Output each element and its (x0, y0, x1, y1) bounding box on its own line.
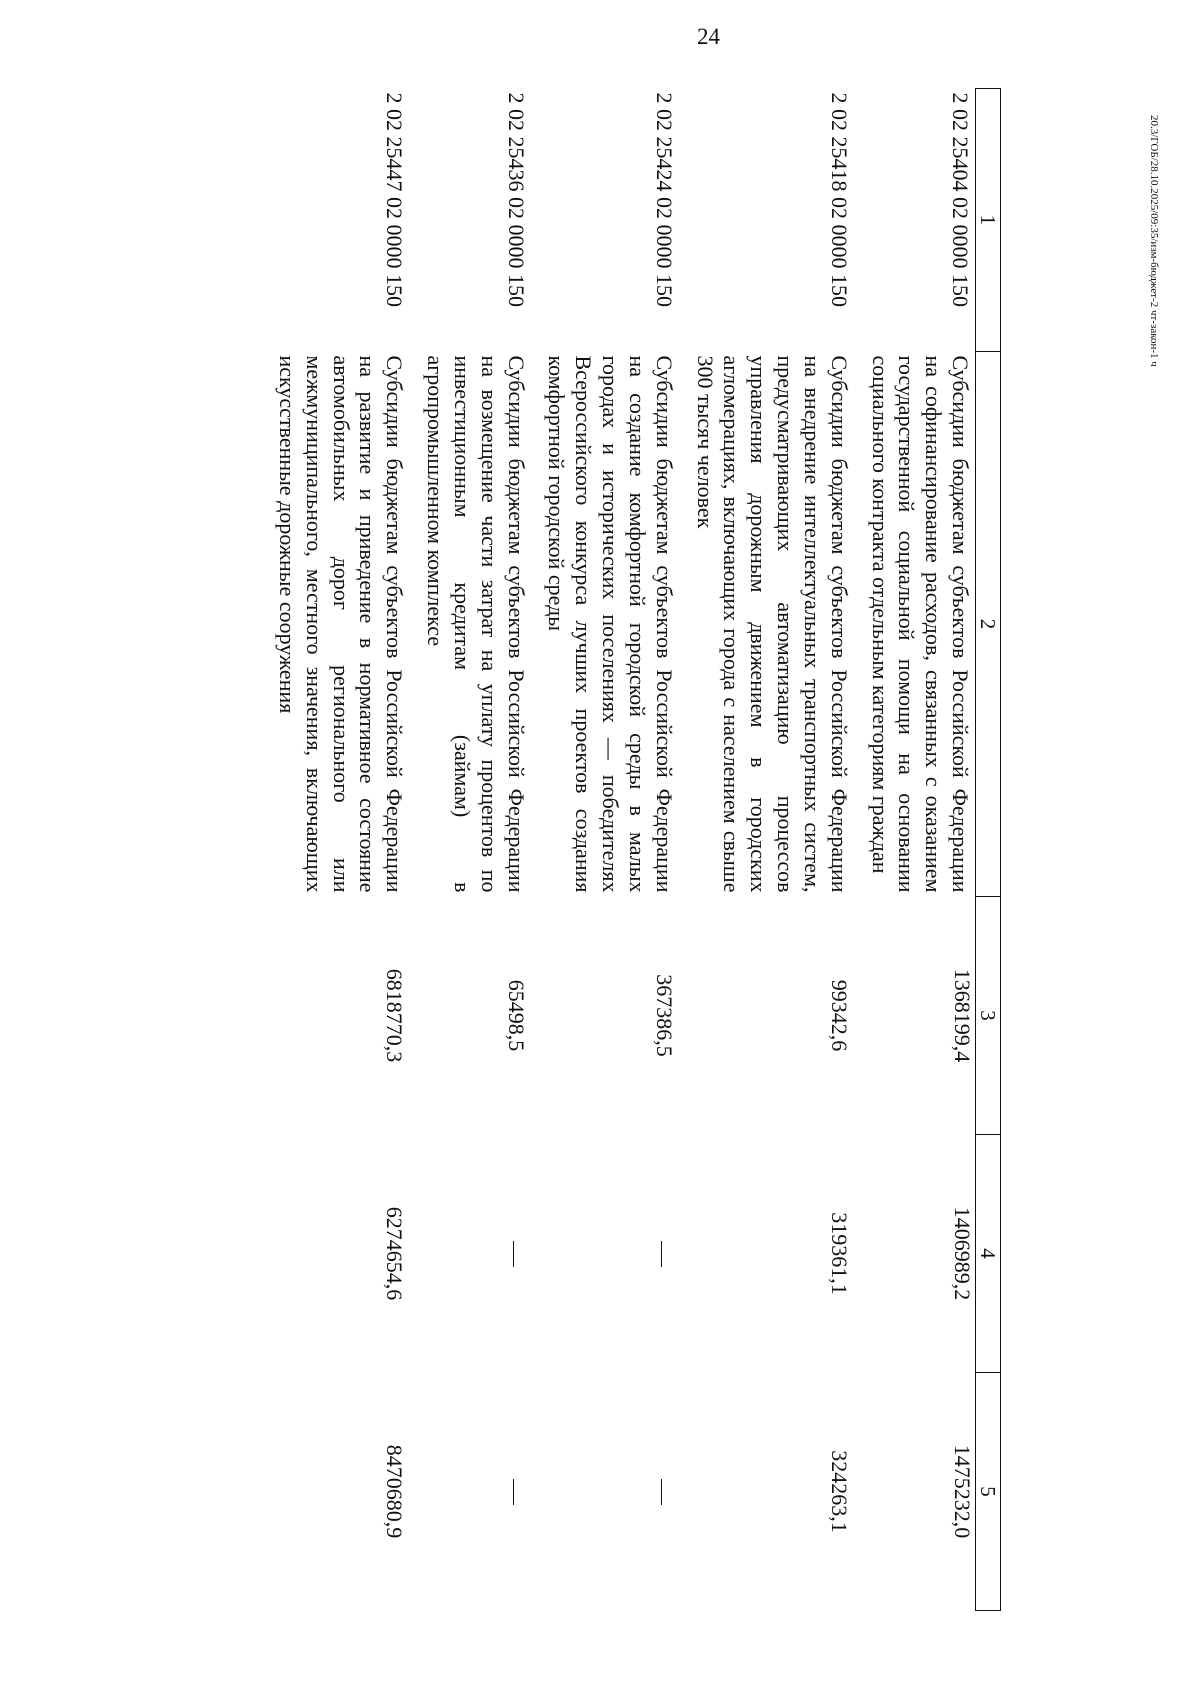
budget-code: 2 02 25447 02 0000 150 (382, 92, 408, 307)
row-description: Субсидии бюджетам субъектов Российской Федерации на возмещение части затрат на уплату процентов по инвестиционным кредитам (займам) в агропромышленном комплексе (423, 355, 529, 893)
budget-code: 2 02 25418 02 0000 150 (826, 92, 852, 307)
value-col5: 8470680,9 (382, 1444, 408, 1539)
dash-placeholder (513, 1479, 514, 1505)
table-row (677, 89, 852, 1611)
value-col3: 1368199,4 (950, 968, 975, 1063)
row-description: Субсидии бюджетам субъектов Российской Федерации на создание комфортной городской среды в малых городах и исторических поселениях — победителях Всероссийского конкурса лучших проектов создания комфортной городской среды (544, 355, 677, 893)
budget-revenue-table (273, 88, 1001, 1611)
table-row (529, 89, 677, 1611)
row-description: Субсидии бюджетам субъектов Российской Федерации на софинансирование расходов, связанных с оказанием государственной социальной помощи на основании социального контракта отдельным категориям граждан (867, 355, 973, 893)
row-description: Субсидии бюджетам субъектов Российской Федерации на развитие и приведение в нормативное состояние автомобильных дорог регионального или межмуниципального, местного значения, включающих искусственные дорожные сооружения (274, 355, 408, 893)
value-col3: 99342,6 (826, 979, 852, 1052)
value-col5: 324263,1 (826, 1450, 852, 1533)
value-col3: 65498,5 (503, 979, 529, 1052)
table-row (273, 89, 407, 1611)
value-col4: 319361,1 (826, 1212, 852, 1295)
budget-code: 2 02 25436 02 0000 150 (503, 92, 529, 307)
column-header-1: 1 (976, 89, 1001, 352)
value-col4: 1406989,2 (950, 1206, 975, 1301)
value-col5 (407, 1373, 528, 1611)
value-col3: 367386,5 (651, 974, 677, 1057)
rotated-table-container (201, 88, 1001, 1610)
dash-placeholder (661, 1479, 662, 1505)
table-header (976, 89, 1001, 1611)
value-col4 (529, 1135, 677, 1373)
column-header-3: 3 (976, 897, 1001, 1135)
column-header-5: 5 (976, 1373, 1001, 1611)
row-description: Субсидии бюджетам субъектов Российской Федерации на внедрение интеллектуальных транспортных систем, предусматривающих автоматизацию процессов управления дорожным движением в городских агломерациях, включающих города с населением свыше 300 тысяч человек (692, 355, 852, 893)
table-row (852, 89, 976, 1611)
value-col3: 6818770,3 (382, 968, 408, 1063)
document-footer-stamp: 20.3/ГОБ/28.10.2025/09:35/изм-бюджет-2 чт-закон-1 ч (1148, 115, 1160, 367)
budget-code: 2 02 25424 02 0000 150 (651, 92, 677, 307)
table-body (273, 89, 975, 1611)
table-row (407, 89, 528, 1611)
column-header-2: 2 (976, 352, 1001, 897)
value-col5 (529, 1373, 677, 1611)
value-col4: 6274654,6 (382, 1206, 408, 1301)
value-col5: 1475232,0 (950, 1444, 975, 1539)
column-header-4: 4 (976, 1135, 1001, 1373)
value-col4 (407, 1135, 528, 1373)
dash-placeholder (661, 1241, 662, 1267)
page-number: 24 (697, 24, 720, 49)
budget-code: 2 02 25404 02 0000 150 (948, 92, 973, 307)
dash-placeholder (513, 1241, 514, 1267)
